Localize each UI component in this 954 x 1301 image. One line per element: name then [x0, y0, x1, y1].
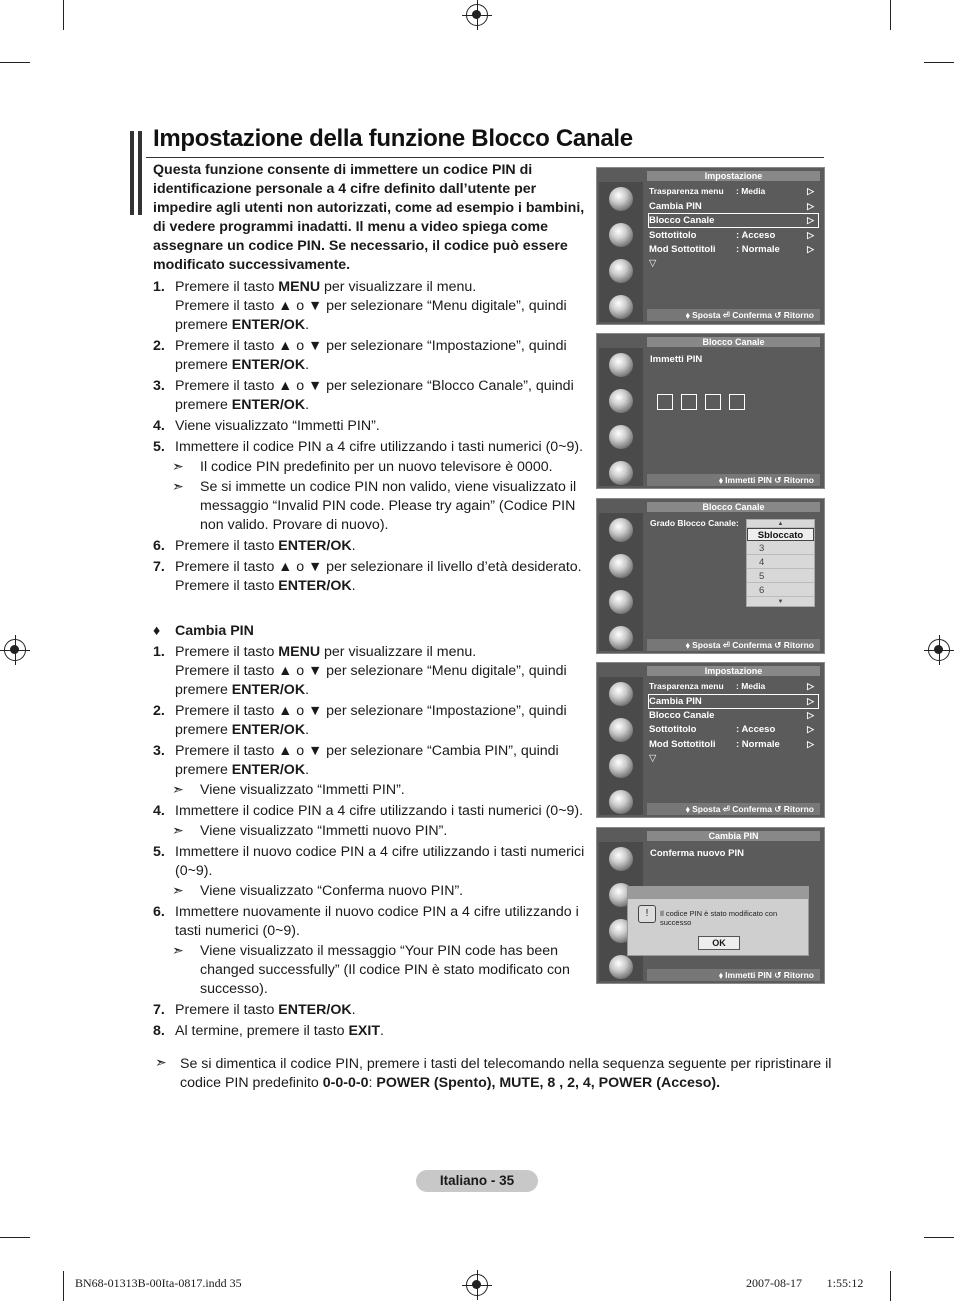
info-icon: !: [638, 905, 656, 923]
menu-row: Mod Sottotitoli : Normale ▷: [649, 739, 814, 750]
registration-mark-icon: [466, 1274, 488, 1296]
crop-mark: [890, 1271, 891, 1301]
final-note: ➣ Se si dimentica il codice PIN, premere i tasti del telecomando nella sequenza seguente per ripristinare il codice PIN predefinito 0-0-0-0: POWER (Spento), MUTE, 8 , 2, 4, POWER (Acceso).: [155, 1055, 832, 1091]
channel-icon: [609, 259, 633, 283]
title-rule: [146, 157, 824, 158]
sound-icon: [609, 223, 633, 247]
dropdown-option: 6: [747, 584, 814, 597]
registration-mark-icon: [466, 4, 488, 26]
picture-icon: [609, 847, 633, 871]
menu-row: Sottotitolo : Acceso ▷: [649, 724, 814, 735]
note-arrow-icon: ➣: [172, 458, 184, 474]
step-7: 7. Premere il tasto ENTER/OK.: [153, 1002, 356, 1018]
note: ➣ Viene visualizzato il messaggio “Your PIN code has been changed successfully” (Il codice PIN è stato modificato con successo).: [172, 942, 570, 997]
setup-icon: [609, 790, 633, 814]
step-4: 4. Immettere il codice PIN a 4 cifre utilizzando i tasti numerici (0~9).: [153, 803, 584, 819]
note-arrow-icon: ➣: [172, 781, 184, 797]
scroll-up-icon: ▲: [747, 520, 814, 528]
note-arrow-icon: ➣: [172, 882, 184, 898]
step-3: 3. Premere il tasto ▲ o ▼ per selezionare “Blocco Canale”, quindi premere ENTER/OK.: [153, 378, 574, 413]
pin-digit-box: [705, 394, 721, 410]
menu-row-selected: Blocco Canale ▷: [649, 214, 818, 227]
page-title: Impostazione della funzione Blocco Canale: [153, 125, 633, 152]
note-arrow-icon: ➣: [172, 478, 184, 494]
menu-row: Blocco Canale ▷: [649, 710, 814, 721]
crop-mark: [890, 0, 891, 30]
note: ➣ Se si immette un codice PIN non valido, viene visualizzato il messaggio “Invalid PIN code. Please try again” (Codice PIN non valido. Provare di nuovo).: [172, 478, 577, 533]
tv-menu-screenshot-impostazione: Impostazione Trasparenza menu : Media ▷ Cambia PIN ▷ Blocco Canale ▷ Sottotitolo : Acceso ▷ Mod Sottotitoli : Normale ▷ ▽ ⬧ Sposta ⏎ Conferma ↺ Ritorno: [596, 167, 825, 325]
crop-mark: [0, 1237, 30, 1238]
menu-footer: ⬧ Immetti PIN ↺ Ritorno: [647, 474, 820, 486]
step-4: 4. Viene visualizzato “Immetti PIN”.: [153, 418, 380, 434]
pin-digit-box: [681, 394, 697, 410]
note-arrow-icon: ➣: [172, 942, 184, 958]
note: ➣ Viene visualizzato “Conferma nuovo PIN”.: [172, 882, 464, 899]
menu-row: Cambia PIN ▷: [649, 201, 814, 212]
picture-icon: [609, 682, 633, 706]
menu-icon-column: [599, 677, 643, 815]
tv-menu-screenshot-cambia-pin: Impostazione Trasparenza menu : Media ▷ Cambia PIN ▷ Blocco Canale ▷ Sottotitolo : Acceso ▷ Mod Sottotitoli : Normale ▷ ▽ ⬧ Sposta ⏎ Conferma ↺ Ritorno: [596, 662, 825, 818]
step-3: 3. Premere il tasto ▲ o ▼ per selezionare “Cambia PIN”, quindi premere ENTER/OK.: [153, 743, 559, 778]
step-6: 6. Immettere nuovamente il nuovo codice PIN a 4 cifre utilizzando i tasti numerici (0~9).: [153, 904, 579, 939]
ok-button: OK: [698, 936, 740, 950]
note-arrow-icon: ➣: [172, 822, 184, 838]
success-dialog: [627, 886, 809, 956]
menu-footer: ⬧ Sposta ⏎ Conferma ↺ Ritorno: [647, 639, 820, 651]
setup-icon: [609, 295, 633, 319]
step-1: 1. Premere il tasto MENU per visualizzare il menu. Premere il tasto ▲ o ▼ per selezionare “Menu digitale”, quindi premere ENTER/OK.: [153, 644, 567, 698]
crop-mark: [924, 1237, 954, 1238]
note: ➣ Viene visualizzato “Immetti PIN”.: [172, 781, 405, 798]
scroll-down-icon: ▼: [777, 599, 784, 605]
registration-mark-icon: [928, 639, 950, 661]
menu-icon-column: [599, 182, 643, 322]
menu-icon-column: [599, 348, 643, 486]
picture-icon: [609, 187, 633, 211]
dropdown-option: 4: [747, 556, 814, 569]
step-8: 8. Al termine, premere il tasto EXIT.: [153, 1023, 384, 1039]
page-number: Italiano - 35: [416, 1170, 538, 1192]
pin-digit-box: [657, 394, 673, 410]
section-heading: ♦ Cambia PIN: [153, 623, 254, 639]
pin-digit-box: [729, 394, 745, 410]
tv-menu-screenshot-grado-blocco: Blocco Canale Grado Blocco Canale: ▲ Sbloccato 3 4 5 6 ▼ ⬧ Sposta ⏎ Conferma ↺ Ritorno: [596, 498, 825, 654]
more-indicator: ▽: [649, 753, 657, 764]
title-bar-decoration: [138, 131, 142, 215]
more-indicator: ▽: [649, 258, 657, 269]
step-5: 5. Immettere il codice PIN a 4 cifre utilizzando i tasti numerici (0~9).: [153, 439, 584, 455]
menu-row: Trasparenza menu : Media ▷: [649, 681, 814, 691]
step-number: 1.: [153, 279, 165, 295]
step-5: 5. Immettere il nuovo codice PIN a 4 cifre utilizzando i tasti numerici (0~9).: [153, 844, 585, 879]
step-6: 6. Premere il tasto ENTER/OK.: [153, 538, 356, 554]
picture-icon: [609, 353, 633, 377]
setup-icon: [609, 955, 633, 979]
file-info: BN68-01313B-00Ita-0817.indd 35: [75, 1276, 242, 1290]
setup-icon: [609, 461, 633, 485]
dropdown-option: 3: [747, 542, 814, 555]
intro-paragraph: Questa funzione consente di immettere un codice PIN di identificazione personale a 4 cifre definito dall’utente per impedire agli utenti non autorizzati, come ad esempio i bambini, di vedere programmi inadatti. Il menu a video spiega come assegnare un codice PIN. Se necessario, il codice può essere modificato successivamente.: [153, 162, 585, 273]
step-7: 7. Premere il tasto ▲ o ▼ per selezionare il livello d’età desiderato. Premere il tasto ENTER/OK.: [153, 559, 582, 594]
step-2: 2. Premere il tasto ▲ o ▼ per selezionare “Impostazione”, quindi premere ENTER/OK.: [153, 338, 567, 373]
crop-mark: [0, 62, 30, 63]
step-2: 2. Premere il tasto ▲ o ▼ per selezionare “Impostazione”, quindi premere ENTER/OK.: [153, 703, 567, 738]
dialog-message: Il codice PIN è stato modificato con successo: [660, 909, 778, 927]
crop-mark: [63, 0, 64, 30]
menu-row: Mod Sottotitoli : Normale ▷: [649, 244, 814, 255]
sound-icon: [609, 718, 633, 742]
print-timestamp: 2007-08-17 􀀀􀀀 1:55:12: [746, 1276, 864, 1290]
title-bar-decoration: [130, 131, 134, 215]
dropdown-option: 5: [747, 570, 814, 583]
menu-footer: ⬧ Immetti PIN ↺ Ritorno: [647, 969, 820, 981]
menu-footer: ⬧ Sposta ⏎ Conferma ↺ Ritorno: [647, 803, 820, 815]
menu-footer: ⬧ Sposta ⏎ Conferma ↺ Ritorno: [647, 309, 820, 321]
registration-mark-icon: [4, 639, 26, 661]
menu-icon-column: [599, 513, 643, 651]
bullet-diamond-icon: ♦: [153, 623, 161, 639]
crop-mark: [63, 1271, 64, 1301]
note: ➣ Viene visualizzato “Immetti nuovo PIN”.: [172, 822, 448, 839]
setup-icon: [609, 626, 633, 650]
main-content: [153, 161, 589, 1041]
picture-icon: [609, 518, 633, 542]
note: ➣ Il codice PIN predefinito per un nuovo televisore è 0000.: [172, 458, 553, 475]
menu-row: Trasparenza menu : Media ▷: [649, 186, 814, 196]
tv-menu-screenshot-conferma-pin: Cambia PIN Conferma nuovo PIN ! Il codice PIN è stato modificato con successo OK ⬧ Immetti PIN ↺ Ritorno: [596, 827, 825, 984]
crop-mark: [924, 62, 954, 63]
step-1: 1. Premere il tasto MENU per visualizzare il menu. Premere il tasto ▲ o ▼ per selezionare “Menu digitale”, quindi premere ENTER/OK.: [153, 279, 567, 333]
dropdown-option-selected: Sbloccato: [747, 528, 814, 541]
menu-row: Sottotitolo : Acceso ▷: [649, 230, 814, 241]
note-arrow-icon: ➣: [155, 1055, 167, 1071]
sound-icon: [609, 389, 633, 413]
channel-icon: [609, 590, 633, 614]
channel-icon: [609, 754, 633, 778]
age-level-dropdown: [746, 519, 815, 607]
tv-menu-screenshot-immetti-pin: Blocco Canale Immetti PIN ⬧ Immetti PIN ↺ Ritorno: [596, 333, 825, 489]
menu-row-selected: Cambia PIN ▷: [649, 695, 818, 708]
sound-icon: [609, 554, 633, 578]
channel-icon: [609, 425, 633, 449]
